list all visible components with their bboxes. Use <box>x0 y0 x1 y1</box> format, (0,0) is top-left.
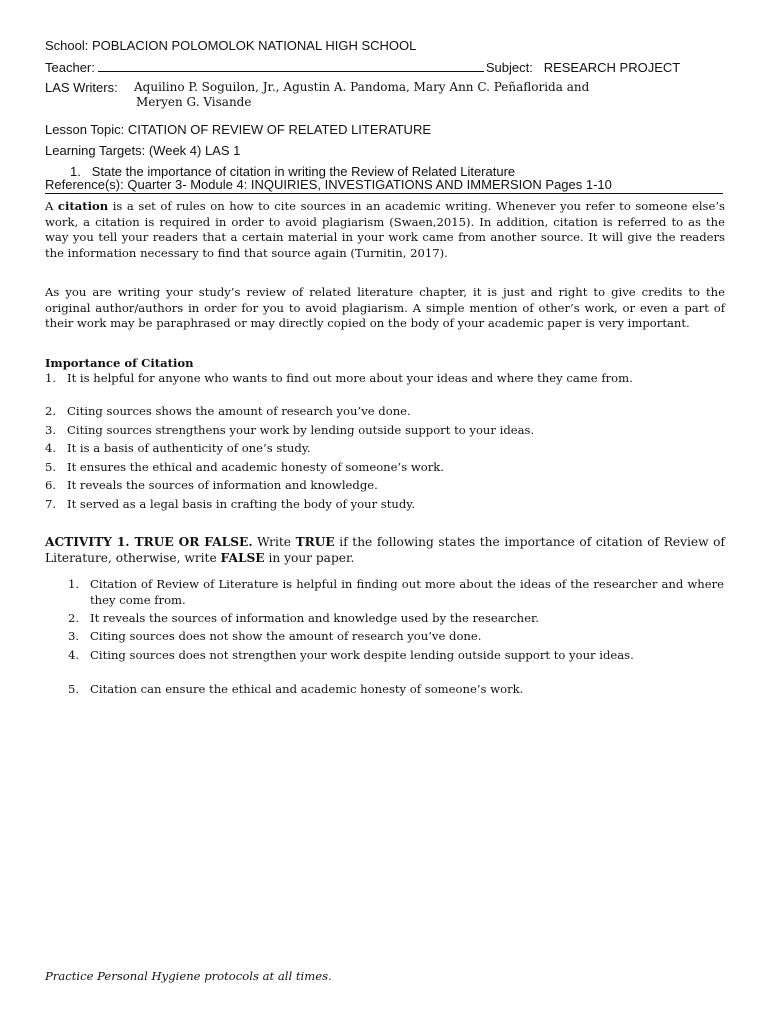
item-text: Citing sources does not show the amount of research you’ve done. <box>90 629 482 643</box>
subject-label: Subject: <box>485 60 533 75</box>
list-item <box>45 404 725 423</box>
reference-text: Quarter 3- Module 4: INQUIRIES, INVESTIGATIONS AND IMMERSION Pages 1-10 <box>127 177 612 192</box>
true-word: TRUE <box>295 535 335 549</box>
item-number: 3. <box>45 422 57 437</box>
writers-line-1: Aquilino P. Soguilon, Jr., Agustin A. Pandoma, Mary Ann C. Peñaflorida and <box>134 80 590 94</box>
school-name: POBLACION POLOMOLOK NATIONAL HIGH SCHOOL <box>92 38 417 53</box>
item-number: 4. <box>68 647 80 662</box>
item-number: 6. <box>45 478 57 492</box>
list-item <box>45 460 725 479</box>
school-label: School: <box>45 38 89 53</box>
school-line <box>45 38 416 54</box>
subject-name: RESEARCH PROJECT <box>543 60 681 75</box>
item-number: 1. <box>45 371 57 385</box>
item-number: 2. <box>68 610 80 625</box>
item-text: It is helpful for anyone who wants to find out more about your ideas and where they came from. <box>67 371 633 385</box>
intro-paragraph-2: As you are writing your study’s review of related literature chapter, it is just and right to give credits to the original author/authors in order for you to avoid plagiarism. A simple mention of other’s work, or even a part of their work may be paraphrased or may directly copied on the body of your academic paper is very important. <box>45 285 725 331</box>
targets-label: Learning Targets: <box>45 143 146 158</box>
target-item-number: 1. <box>70 164 81 179</box>
activity-instr-c: in your paper. <box>264 550 355 565</box>
list-item <box>45 423 725 442</box>
list-item <box>45 371 725 404</box>
list-item <box>68 648 724 682</box>
list-item <box>45 441 725 460</box>
list-item <box>45 497 725 516</box>
intro-p1-rest: is a set of rules on how to cite sources in an academic writing. Whenever you refer to someone else’s work, a citation is required in order to avoid plagiarism (Swaen,2015). In addition, citation is referred to as the way you tell your readers that a certain material in your work came from another source. It will give the readers the information necessary to find that source again (Turnitin, 2017). <box>45 199 726 260</box>
list-item <box>68 682 724 701</box>
item-number: 5. <box>45 459 57 474</box>
item-number: 5. <box>68 681 80 696</box>
item-number: 4. <box>45 441 57 455</box>
intro-p1-start: A <box>45 199 58 213</box>
item-text: It reveals the sources of information and knowledge used by the researcher. <box>90 610 539 625</box>
header-divider <box>45 193 723 194</box>
lesson-topic <box>45 122 431 138</box>
false-word: FALSE <box>220 550 265 565</box>
list-item <box>68 629 724 648</box>
list-item <box>45 478 725 497</box>
importance-heading-text: Importance of Citation <box>45 356 194 370</box>
citation-term: citation <box>57 199 109 213</box>
list-item <box>68 577 724 611</box>
item-text: It is a basis of authenticity of one’s study. <box>67 441 311 455</box>
activity-instructions <box>45 535 725 566</box>
intro-paragraph-1 <box>45 199 725 261</box>
footer-note: Practice Personal Hygiene protocols at all times. <box>45 969 332 983</box>
activity-list <box>68 577 724 700</box>
list-item <box>68 611 724 630</box>
item-number: 7. <box>45 496 57 511</box>
item-text: It reveals the sources of information and knowledge. <box>67 478 378 492</box>
activity-instr-a: Write <box>252 535 296 549</box>
writers-label: LAS Writers: <box>45 80 118 95</box>
item-number: 2. <box>45 404 57 418</box>
targets-value: (Week 4) LAS 1 <box>148 143 241 158</box>
activity-title: ACTIVITY 1. TRUE OR FALSE. <box>45 535 253 549</box>
lesson-name: CITATION OF REVIEW OF RELATED LITERATURE <box>127 122 432 137</box>
teacher-blank <box>98 59 484 72</box>
item-text: It ensures the ethical and academic honesty of someone’s work. <box>67 459 444 474</box>
activity-instr-b: if the following states the importance of citation of Review of Literature, otherwise, write <box>45 535 725 565</box>
item-text: Citing sources shows the amount of research you’ve done. <box>67 404 411 418</box>
item-number: 3. <box>68 629 80 643</box>
teacher-line <box>45 59 680 76</box>
item-text: Citing sources strengthens your work by lending outside support to your ideas. <box>67 422 535 437</box>
item-text: Citation of Review of Literature is helpful in finding out more about the ideas of the researcher and where they come from. <box>90 577 724 607</box>
item-text: Citing sources does not strengthen your work despite lending outside support to your ideas. <box>90 647 634 662</box>
reference-line <box>45 177 612 193</box>
importance-list <box>45 371 725 515</box>
item-number: 1. <box>68 577 80 591</box>
learning-targets <box>45 143 240 159</box>
item-text: It served as a legal basis in crafting the body of your study. <box>67 496 416 511</box>
target-item-text: State the importance of citation in writing the Review of Related Literature <box>91 164 516 179</box>
reference-label: Reference(s): <box>45 177 124 192</box>
lesson-label: Lesson Topic: <box>45 122 125 137</box>
writers-line-2: Meryen G. Visande <box>136 95 252 109</box>
teacher-label: Teacher: <box>45 60 95 75</box>
item-text: Citation can ensure the ethical and academic honesty of someone’s work. <box>90 681 524 696</box>
importance-heading <box>45 356 194 372</box>
